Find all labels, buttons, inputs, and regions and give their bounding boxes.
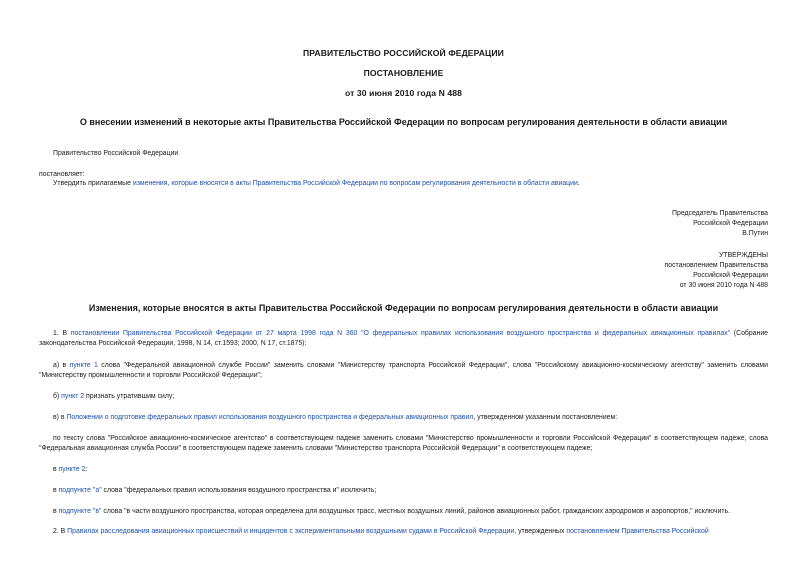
changes-link[interactable]: изменения, которые вносятся в акты Правительства Российской Федерации по вопросам регулирования деятельности в области авиации	[132, 180, 578, 187]
item-b: б) пункт 2 признать утратившим силу;	[53, 393, 175, 400]
item-a: а) в пункте 1 слова "Федеральной авиационной службе России" заменить словами "Министерству транспорта Российской Федерации", слова "Российскому авиационно-космическому агентству" заменить словами "Министерству промышленности и торговли Российской Федерации";	[39, 362, 769, 380]
item-v-text: по тексту слова "Российское авиационно-космическое агентство" в соответствующем падеже заменить словами "Министерство промышленности и торговли Российской Федерации" в соответствующем падеже, слова "Федеральная авиационная служба России" в соответствующем падеже заменить словами "Министерство транспорта Российской Федерации" в соответствующем падеже;	[39, 435, 768, 453]
item-1: 1. В постановлении Правительства Российской Федерации от 27 марта 1998 года N 360 "О федеральных правилах использования воздушного пространства и федеральных авиационных правилах" (Собрание законодательства Российской Федерации, 1998, N 14, ст.1593; 2000, N 17, ст.1875):	[39, 330, 768, 348]
preamble-issuer: Правительство Российской Федерации	[53, 150, 179, 157]
preamble-approve: Утвердить прилагаемые изменения, которые вносятся в акты Правительства Российской Федерации по вопросам регулирования деятельности в области авиации.	[53, 180, 580, 187]
decree-360-link[interactable]: постановлении Правительства Российской Федерации от 27 марта 1998 года N 360 "О федеральных правилах использования воздушного пространства и федеральных авиационных правилах"	[70, 330, 731, 337]
approved-country: Российской Федерации	[693, 272, 768, 279]
document-date: от 30 июня 2010 года N 488	[344, 88, 463, 98]
investigation-rules-link[interactable]: Правилах расследования авиационных происшествий и инцидентов с экспериментальными воздушными судами в Российской Федерации	[67, 528, 515, 535]
changes-title: Изменения, которые вносятся в акты Правительства Российской Федерации по вопросам регулирования деятельности в области авиации	[88, 303, 719, 313]
regulation-link[interactable]: Положении о подготовке федеральных правил использования воздушного пространства и федеральных авиационных правил	[66, 414, 474, 421]
item-2: 2. В Правилах расследования авиационных происшествий и инцидентов с экспериментальными воздушными судами в Российской Федерации, утвержденных постановлением Правительства Российской	[53, 528, 709, 535]
signature-position: Председатель Правительства	[672, 210, 768, 217]
signature-country: Российской Федерации	[693, 220, 768, 227]
point-2-link[interactable]: пункт 2	[61, 393, 85, 400]
government-header: ПРАВИТЕЛЬСТВО РОССИЙСКОЙ ФЕДЕРАЦИИ	[303, 48, 504, 58]
preamble-decides: постановляет:	[39, 171, 85, 178]
document-title: О внесении изменений в некоторые акты Правительства Российской Федерации по вопросам регулирования деятельности в области авиации	[79, 117, 728, 127]
point-2-heading: в пункте 2:	[53, 466, 88, 473]
point-1-link[interactable]: пункте 1	[69, 362, 98, 369]
item-v: в) в Положении о подготовке федеральных правил использования воздушного пространства и федеральных авиационных правил, утвержденном указанным постановлением:	[53, 414, 618, 421]
subpoint-v: в подпункте "в" слова "в части воздушного пространства, которая определена для воздушных трасс, местных воздушных линий, районов авиационных работ, гражданских аэродромов и аэропортов," исключить.	[53, 508, 731, 515]
subpoint-a: в подпункте "а" слова "федеральных правил использования воздушного пространства и" исключить;	[53, 487, 377, 494]
approved-by: постановлением Правительства	[664, 262, 768, 269]
approved-date: от 30 июня 2010 года N 488	[679, 282, 768, 289]
subpoint-v-link[interactable]: подпункте "в"	[58, 508, 102, 515]
signature-name: В.Путин	[742, 230, 768, 237]
government-decree-link[interactable]: постановлением Правительства Российской	[566, 528, 709, 535]
point-2-regulation-link[interactable]: пункте 2	[58, 466, 86, 473]
approved-label: УТВЕРЖДЕНЫ	[719, 252, 768, 259]
subpoint-a-link[interactable]: подпункте "а"	[58, 487, 102, 494]
document-type: ПОСТАНОВЛЕНИЕ	[363, 68, 444, 78]
